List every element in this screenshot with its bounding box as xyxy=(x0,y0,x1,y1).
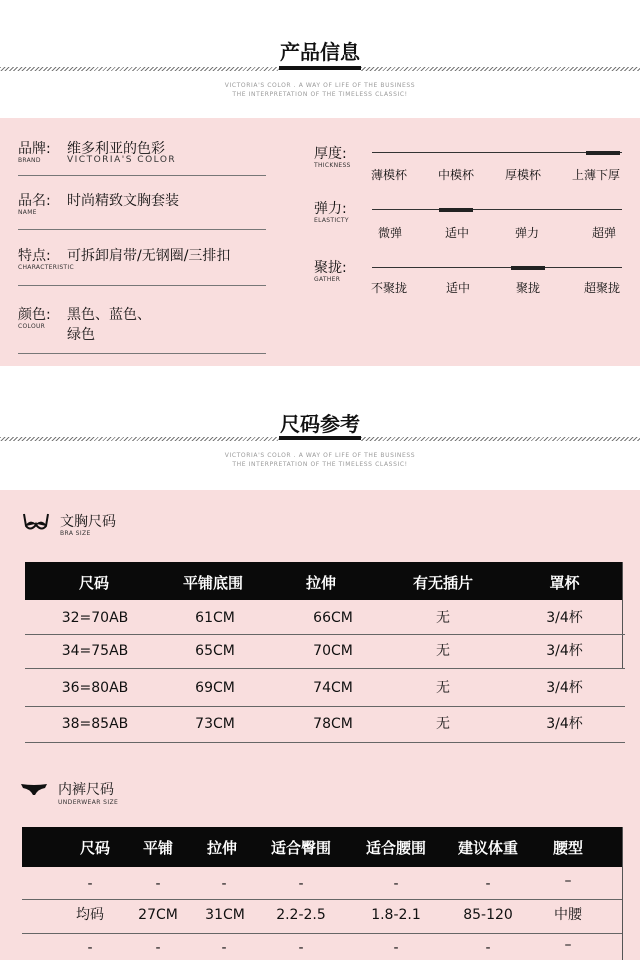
table-cell: 32=70AB xyxy=(61,610,129,626)
info-separator xyxy=(18,353,266,354)
table-cell: - xyxy=(485,940,491,956)
table-cell: - xyxy=(485,876,491,892)
table-cell: 73CM xyxy=(195,716,235,732)
elasticity-en-label: ELASTICTY xyxy=(314,217,349,224)
underwear-header-cell: 建议体重 xyxy=(457,839,518,857)
name-value: 时尚精致文胸套装 xyxy=(67,193,179,209)
table-row xyxy=(25,600,622,634)
table-cell: 70CM xyxy=(313,643,353,659)
gather-en-label: GATHER xyxy=(314,276,341,283)
underwear-header-cell: 尺码 xyxy=(79,839,110,857)
table-cell: 均码 xyxy=(76,907,104,923)
elasticity-option: 微弹 xyxy=(378,226,403,240)
table-cell: 无 xyxy=(436,716,450,732)
table-cell: 85-120 xyxy=(463,907,513,923)
underwear-icon xyxy=(20,782,48,796)
table-row xyxy=(22,899,622,933)
table-cell: 65CM xyxy=(195,643,235,659)
gather-option: 不聚拢 xyxy=(371,281,408,295)
tagline-line-2: THE INTERPRETATION OF THE TIMELESS CLASSIC! xyxy=(232,91,408,98)
colour-label: 颜色: xyxy=(18,307,51,323)
tagline-line-1: VICTORIA'S COLOR . A WAY OF LIFE OF THE BUSINESS xyxy=(224,452,416,459)
brand-label: 品牌: xyxy=(18,141,51,157)
table-cell: 无 xyxy=(436,680,450,696)
thickness-scale xyxy=(372,152,622,153)
feature-en-label: CHARACTERISTIC xyxy=(18,264,74,271)
tagline-line-1: VICTORIA'S COLOR . A WAY OF LIFE OF THE BUSINESS xyxy=(224,82,416,89)
table-cell: 38=85AB xyxy=(61,716,129,732)
table-cell: 36=80AB xyxy=(61,680,129,696)
table-cell: 无 xyxy=(436,610,450,626)
table-cell: 31CM xyxy=(205,907,245,923)
bra-size-en: BRA SIZE xyxy=(60,530,91,537)
brand-value-en: VICTORIA'S COLOR xyxy=(67,155,177,165)
table-cell: 3/4杯 xyxy=(546,610,583,626)
table-cell: 3/4杯 xyxy=(546,643,583,659)
gather-scale xyxy=(372,267,622,268)
feature-label: 特点: xyxy=(18,248,51,264)
table-cell: 61CM xyxy=(195,610,235,626)
thickness-label: 厚度: xyxy=(314,146,347,162)
size-section-title: 尺码参考 xyxy=(280,412,360,436)
info-separator xyxy=(18,229,266,230)
bra-header-cell: 平铺底围 xyxy=(182,574,243,592)
table-cell: - xyxy=(298,876,304,892)
table-cell: 中腰 xyxy=(554,907,582,923)
table-cell: - xyxy=(221,876,227,892)
bra-size-title: 文胸尺码 xyxy=(60,514,116,530)
feature-value: 可拆卸肩带/无钢圈/三排扣 xyxy=(67,248,231,264)
elasticity-option: 弹力 xyxy=(515,226,540,240)
table-cell: - xyxy=(155,940,161,956)
thickness-option: 中模杯 xyxy=(438,168,475,182)
table-cell: 无 xyxy=(436,643,450,659)
product-section-title: 产品信息 xyxy=(280,40,360,64)
title-underline xyxy=(279,436,361,440)
table-row xyxy=(25,634,622,668)
tagline-line-2: THE INTERPRETATION OF THE TIMELESS CLASSIC! xyxy=(232,461,408,468)
table-cell: 27CM xyxy=(138,907,178,923)
thickness-option: 上薄下厚 xyxy=(572,168,621,182)
table-row xyxy=(22,867,622,899)
thickness-option: 薄模杯 xyxy=(371,168,408,182)
underwear-size-en: UNDERWEAR SIZE xyxy=(58,799,119,806)
table-cell: 3/4杯 xyxy=(546,680,583,696)
colour-en-label: COLOUR xyxy=(18,323,46,330)
table-cell: - xyxy=(393,876,399,892)
table-cell: 74CM xyxy=(313,680,353,696)
name-label: 品名: xyxy=(18,193,51,209)
underwear-header-cell: 平铺 xyxy=(142,839,173,857)
table-cell: – xyxy=(564,937,572,953)
table-cell: 69CM xyxy=(195,680,235,696)
bra-header-cell: 罩杯 xyxy=(549,574,580,592)
table-cell: 2.2-2.5 xyxy=(276,907,326,923)
table-cell: - xyxy=(87,940,93,956)
gather-option: 聚拢 xyxy=(516,281,541,295)
underwear-header-cell: 适合臀围 xyxy=(270,839,331,857)
bra-header-cell: 有无插片 xyxy=(412,574,473,592)
table-cell: 78CM xyxy=(313,716,353,732)
table-cell: - xyxy=(87,876,93,892)
bra-table-header xyxy=(25,562,622,600)
table-cell: 34=75AB xyxy=(61,643,129,659)
thickness-en-label: THICKNESS xyxy=(314,162,351,169)
bra-header-cell: 拉伸 xyxy=(305,574,336,592)
table-row xyxy=(22,933,622,960)
elasticity-scale xyxy=(372,209,622,210)
elasticity-marker xyxy=(439,208,473,212)
table-cell: 66CM xyxy=(313,610,353,626)
gather-marker xyxy=(511,266,545,270)
underwear-table-header xyxy=(22,827,622,867)
table-cell: – xyxy=(564,873,572,889)
underwear-header-cell: 腰型 xyxy=(552,839,583,857)
table-row xyxy=(25,668,622,706)
brand-value: 维多利亚的色彩 xyxy=(67,141,165,157)
underwear-header-cell: 拉伸 xyxy=(206,839,237,857)
info-separator xyxy=(18,285,266,286)
underwear-size-title: 内裤尺码 xyxy=(58,782,114,798)
elasticity-option: 超弹 xyxy=(592,226,617,240)
bra-icon xyxy=(22,512,50,532)
colour-value-line-1: 黑色、蓝色、 xyxy=(67,307,151,323)
table-cell: - xyxy=(393,940,399,956)
gather-option: 适中 xyxy=(446,281,471,295)
colour-value-line-2: 绿色 xyxy=(67,327,95,343)
elasticity-label: 弹力: xyxy=(314,201,347,217)
table-cell: - xyxy=(221,940,227,956)
thickness-marker xyxy=(586,151,620,155)
info-separator xyxy=(18,175,266,176)
table-cell: 3/4杯 xyxy=(546,716,583,732)
table-cell: - xyxy=(298,940,304,956)
title-underline xyxy=(279,66,361,70)
underwear-header-cell: 适合腰围 xyxy=(365,839,426,857)
thickness-option: 厚模杯 xyxy=(505,168,542,182)
table-cell: 1.8-2.1 xyxy=(371,907,421,923)
brand-en-label: BRAND xyxy=(18,157,41,164)
table-row xyxy=(25,706,622,742)
gather-option: 超聚拢 xyxy=(584,281,621,295)
gather-label: 聚拢: xyxy=(314,260,347,276)
table-cell: - xyxy=(155,876,161,892)
name-en-label: NAME xyxy=(18,209,37,216)
elasticity-option: 适中 xyxy=(445,226,470,240)
bra-header-cell: 尺码 xyxy=(78,574,109,592)
